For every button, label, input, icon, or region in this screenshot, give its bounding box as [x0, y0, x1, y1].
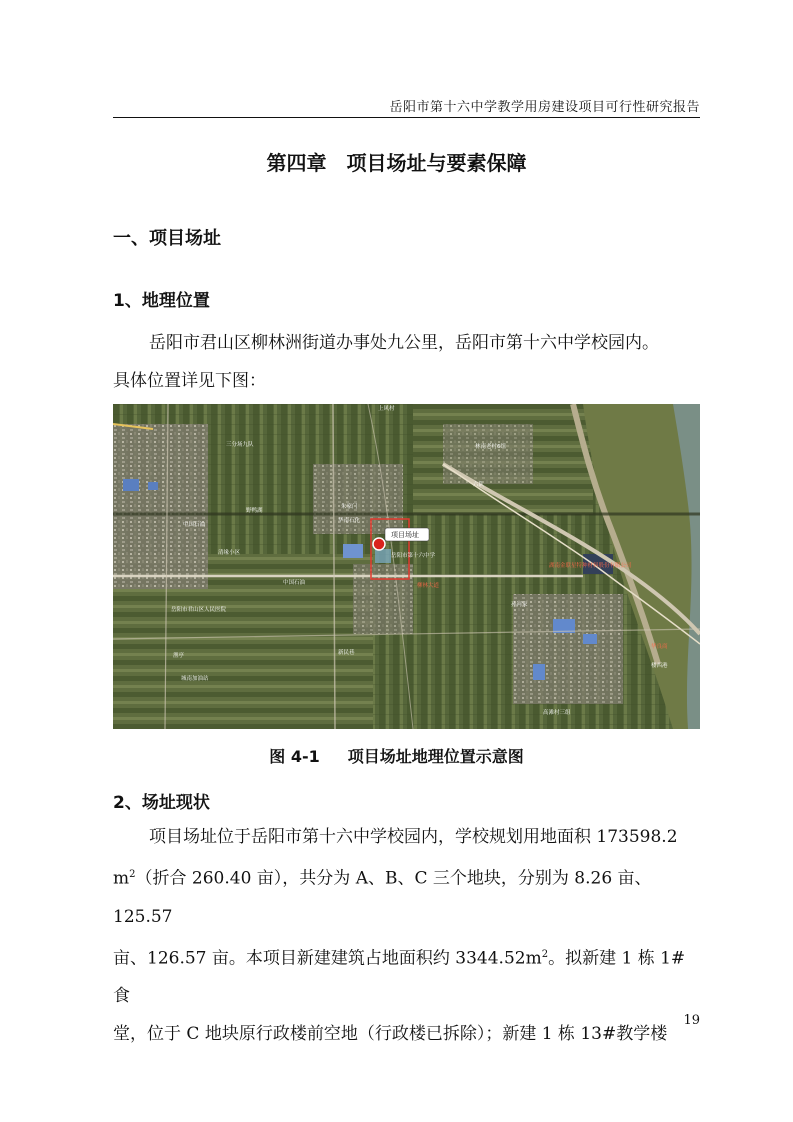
map-label: 野鸭湖: [246, 508, 263, 514]
map-label: 华良商: [651, 644, 668, 650]
superscript: 2: [541, 948, 549, 960]
map-label: 楼西港: [651, 663, 668, 669]
chapter-title: 第四章 项目场址与要素保障: [266, 151, 527, 175]
paragraph-line: [113, 856, 701, 936]
location-line-2: 具体位置详见下图：: [113, 371, 266, 391]
paragraph-site-status: [113, 818, 701, 1053]
map-label: 岳阳市君山区人民医院: [171, 607, 227, 613]
map-label: 清缘小区: [218, 550, 241, 556]
paragraph-line: [113, 324, 701, 362]
map-label: 华南石化: [338, 518, 361, 524]
map-label: 渔亭: [173, 653, 185, 659]
figure-caption: [0, 744, 793, 767]
paragraph-line: [113, 936, 701, 1016]
map-label: 新民巷: [338, 650, 355, 656]
text-run: （折合 260.40 亩），共分为 A、B、C 三个地块，分别为 8.26 亩、125.57: [113, 868, 652, 927]
map-label: 高滩村三组: [543, 710, 571, 716]
map-label: 中国石油: [183, 522, 206, 528]
map-label: 中国石油: [283, 580, 306, 586]
subheading-site-status: 2、场址现状: [113, 793, 210, 813]
map-label: 三分场九队: [226, 442, 254, 448]
figure-number: 图 4-1: [269, 747, 320, 766]
text-run: 亩、126.57 亩。本项目新建建筑占地面积约 3344.52m: [113, 948, 542, 969]
map-label: 岳阳市第十六中学: [391, 553, 436, 559]
map-label: 柳林大道: [417, 583, 440, 589]
header-rule: [113, 117, 700, 118]
figure-title: 项目场址地理位置示意图: [347, 747, 524, 766]
page-number: 19: [683, 1013, 700, 1028]
running-header: 岳阳市第十六中学教学用房建设项目可行性研究报告: [389, 100, 700, 115]
map-label: 林南老村6组: [475, 444, 506, 450]
map-label: 城南加油站: [181, 676, 209, 682]
site-location-map: [113, 404, 700, 729]
map-pin-label: 项目场址: [391, 531, 419, 539]
section-heading-project-site: 一、项目场址: [113, 228, 221, 249]
text-run: 。拟新建 1 栋 1#食: [113, 948, 686, 1007]
satellite-map-image: [113, 404, 700, 729]
status-line-4: 堂，位于 C 地块原行政楼前空地（行政楼已拆除）；新建 1 栋 13#教学楼: [113, 1024, 668, 1045]
superscript: 2: [129, 869, 136, 880]
paragraph-location: [113, 324, 701, 400]
paragraph-line: [113, 818, 701, 856]
text-run: m: [113, 868, 130, 889]
map-label: 孙河家: [511, 602, 528, 608]
map-label: 六队: [473, 482, 485, 488]
subheading-location: 1、地理位置: [113, 291, 210, 311]
location-line-1: 岳阳市君山区柳林洲街道办事处九公里，岳阳市第十六中学校园内。: [149, 333, 659, 353]
map-label: 上风村: [378, 406, 395, 412]
map-label: 朱家门: [341, 504, 358, 510]
map-label: 湖南金联星特种材料股份有限公司: [549, 563, 632, 569]
status-line-1: 项目场址位于岳阳市第十六中学校园内，学校规划用地面积 173598.2: [149, 827, 678, 847]
